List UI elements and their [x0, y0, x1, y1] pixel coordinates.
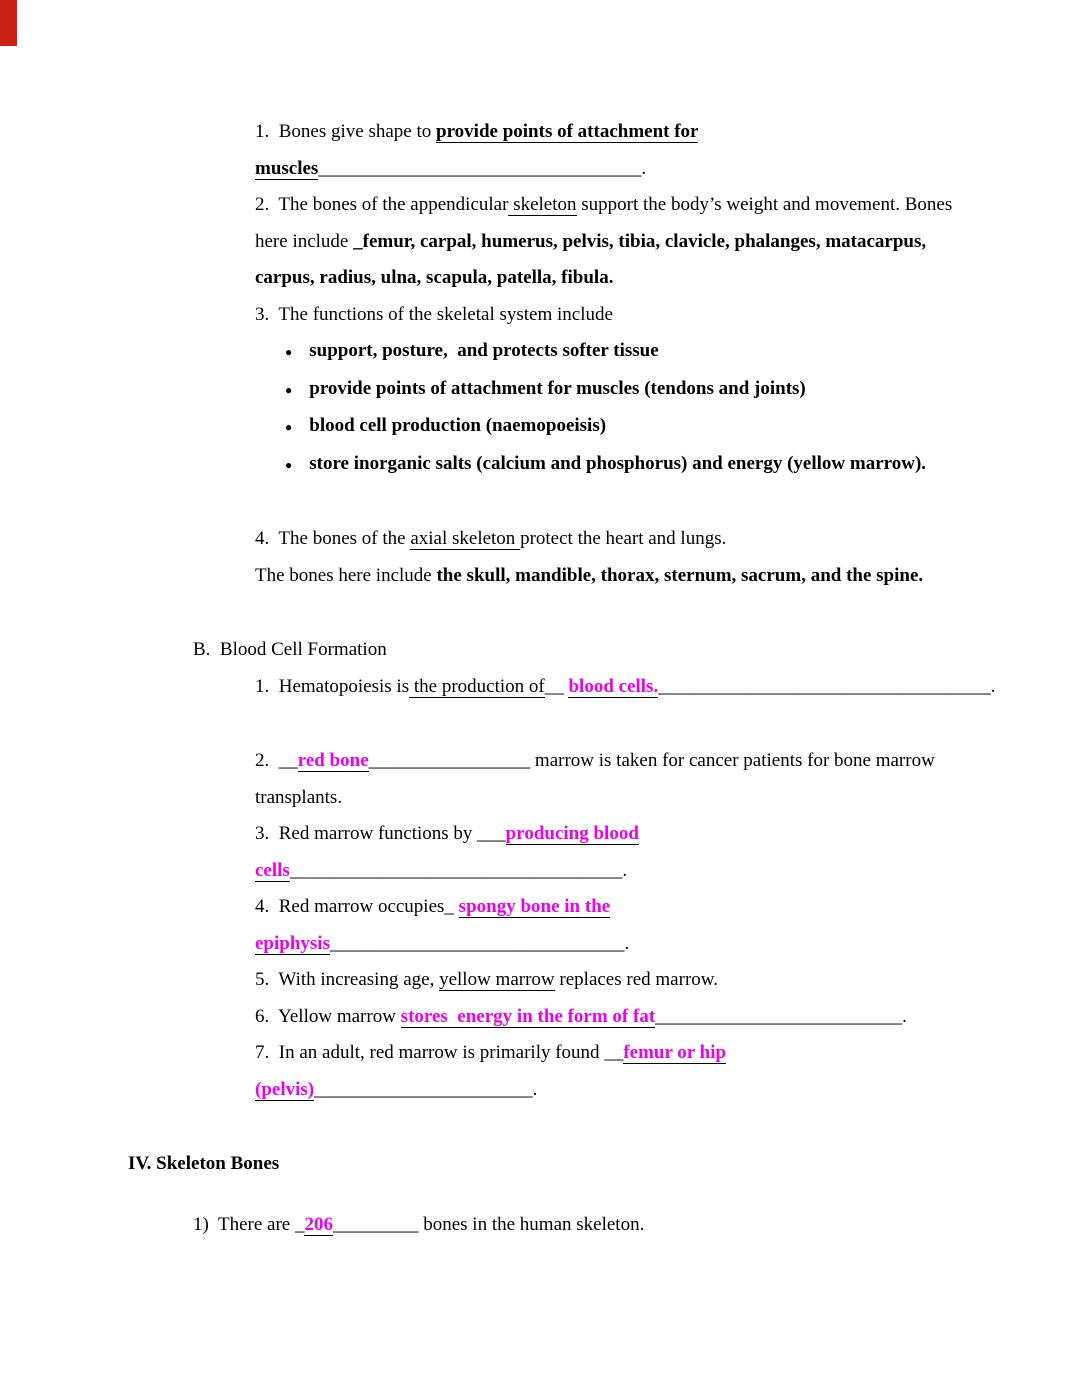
text-segment: _________________	[368, 750, 531, 771]
line-text	[255, 304, 613, 325]
doc-line	[255, 853, 1080, 890]
bullet-item	[285, 371, 1080, 409]
text-segment: .	[990, 675, 996, 697]
line-text	[255, 231, 926, 252]
text-segment: 6. Yellow marrow	[255, 1005, 401, 1027]
line-text	[255, 969, 718, 991]
blank-line	[0, 705, 1080, 743]
doc-line	[255, 521, 1080, 558]
line-text	[255, 194, 952, 216]
answer-text: blood cells.	[568, 675, 659, 697]
line-text	[255, 823, 639, 845]
text-segment: _	[294, 1213, 305, 1235]
text-segment: __	[278, 750, 298, 771]
text-segment: 4. The bones of the	[255, 528, 411, 549]
blank-line	[0, 483, 1080, 521]
line-text	[255, 267, 613, 288]
text-segment: .	[532, 1078, 538, 1100]
text-segment: transplants.	[255, 786, 343, 808]
text-segment: 7. In an adult, red marrow is primarily found	[255, 1042, 605, 1063]
line-text	[255, 565, 923, 586]
doc-line	[255, 962, 1080, 999]
answer-text: cells	[255, 859, 290, 881]
doc-line	[255, 1035, 1080, 1072]
doc-line	[255, 260, 1080, 297]
answer-text: stores energy in the form of fat	[400, 1005, 656, 1027]
text-segment: provide points of attachment for muscles (tendons and joints)	[309, 377, 806, 399]
text-segment: _	[444, 896, 459, 917]
text-segment: 3. The functions of the skeletal system include	[255, 303, 613, 325]
text-segment: 2. The bones of the appendicular	[255, 194, 509, 215]
line-text	[255, 1042, 726, 1064]
line-text	[309, 371, 806, 408]
line-text	[255, 528, 726, 550]
text-segment: marrow is taken for cancer patients for bone marrow	[530, 750, 935, 771]
text-segment: 1. Bones give shape to	[255, 121, 437, 142]
line-text	[255, 896, 610, 918]
answer-text: red bone	[297, 750, 369, 771]
line-text	[193, 639, 387, 660]
text-segment: _______________________________	[329, 932, 625, 954]
line-text	[128, 1153, 279, 1174]
text-segment: __________________________________	[318, 157, 642, 179]
line-text	[255, 158, 646, 180]
text-segment: .	[641, 157, 647, 179]
line-text	[309, 333, 658, 370]
doc-line	[255, 780, 1080, 817]
text-segment: skeleton	[508, 194, 577, 215]
text-segment: provide points of attachment for	[436, 121, 699, 142]
text-segment: 3. Red marrow functions by	[255, 823, 478, 844]
text-segment: The bones here include	[255, 564, 437, 586]
text-segment: B. Blood Cell Formation	[193, 639, 387, 660]
doc-line	[255, 743, 1080, 780]
text-segment: __	[544, 675, 569, 697]
doc-line	[255, 297, 1080, 334]
bullet-icon: ●	[285, 345, 293, 359]
text-segment: _________	[332, 1213, 419, 1235]
line-text	[193, 1214, 644, 1236]
text-segment: _______________________	[314, 1078, 533, 1100]
doc-line	[255, 669, 1080, 706]
doc-line	[255, 114, 1080, 151]
doc-line	[255, 999, 1080, 1036]
answer-text: epiphysis	[255, 932, 330, 954]
text-segment: .	[622, 859, 628, 881]
corner-marker	[0, 0, 17, 46]
text-segment: .	[624, 932, 630, 954]
text-segment: store inorganic salts (calcium and phosphorus) and energy (yellow marrow).	[309, 452, 927, 474]
text-segment: .	[902, 1005, 907, 1027]
text-segment: muscles	[255, 157, 319, 179]
doc-line	[255, 187, 1080, 224]
doc-line	[193, 632, 1080, 669]
line-text	[255, 787, 342, 808]
text-segment: __	[604, 1042, 624, 1063]
text-segment: 1. Hematopoiesis is	[255, 675, 410, 697]
blank-line	[0, 1108, 1080, 1146]
answer-text: spongy bone in the	[458, 896, 611, 917]
doc-line	[255, 1072, 1080, 1109]
doc-line	[255, 151, 1080, 188]
text-segment: carpus, radius, ulna, scapula, patella, fibula.	[255, 267, 614, 288]
doc-line	[255, 926, 1080, 963]
bullet-icon: ●	[285, 420, 293, 434]
line-text	[309, 446, 926, 483]
blank-line	[0, 1183, 1080, 1207]
line-text	[309, 408, 606, 445]
bullet-icon: ●	[285, 457, 293, 472]
blank-line	[0, 594, 1080, 632]
text-segment: 4. Red marrow occupies	[255, 896, 445, 917]
text-segment: ___	[477, 823, 506, 844]
text-segment: ___________________________________	[289, 859, 623, 881]
text-segment: IV. Skeleton Bones	[128, 1153, 280, 1174]
text-segment: 2.	[255, 750, 279, 771]
line-text	[255, 121, 698, 143]
answer-text: 206	[304, 1213, 333, 1235]
text-segment: 5. With increasing age,	[255, 969, 440, 990]
doc-line	[255, 224, 1080, 261]
text-segment: support the body’s weight and movement. Bones	[576, 194, 953, 215]
answer-text: femur or hip	[623, 1042, 727, 1063]
text-segment: ___________________________________	[658, 675, 991, 697]
line-text	[255, 1079, 537, 1101]
text-segment: the production of	[409, 675, 545, 697]
doc-line	[255, 816, 1080, 853]
line-text	[255, 933, 629, 955]
answer-text: (pelvis)	[255, 1078, 315, 1100]
answer-text: producing blood	[505, 823, 639, 844]
line-text	[255, 750, 935, 772]
text-segment: blood cell production (naemopoeisis)	[309, 415, 607, 436]
text-segment: bones in the human skeleton.	[418, 1213, 645, 1235]
bullet-item	[285, 408, 1080, 446]
line-text	[255, 1006, 907, 1028]
doc-line	[255, 889, 1080, 926]
line-text	[255, 676, 995, 698]
text-segment: yellow marrow	[439, 969, 555, 990]
text-segment: support, posture, and protects softer tissue	[309, 340, 659, 361]
text-segment: _femur, carpal, humerus, pelvis, tibia, clavicle, phalanges, matacarpus,	[353, 230, 927, 252]
bullet-item	[285, 333, 1080, 371]
bullet-item	[285, 446, 1080, 484]
doc-line	[193, 1207, 1080, 1244]
text-segment: the skull, mandible, thorax, sternum, sacrum, and the spine.	[436, 564, 924, 586]
text-segment: __________________________	[655, 1005, 903, 1027]
bullet-icon: ●	[285, 382, 293, 397]
text-segment: here include	[255, 230, 354, 252]
text-segment: 1) There are	[193, 1213, 295, 1235]
document-body	[0, 114, 1080, 1243]
text-segment: replaces red marrow.	[554, 969, 719, 990]
text-segment: axial skeleton	[410, 528, 521, 549]
doc-line	[255, 558, 1080, 595]
doc-line	[128, 1146, 1080, 1183]
text-segment: protect the heart and lungs.	[520, 528, 727, 549]
line-text	[255, 860, 627, 882]
